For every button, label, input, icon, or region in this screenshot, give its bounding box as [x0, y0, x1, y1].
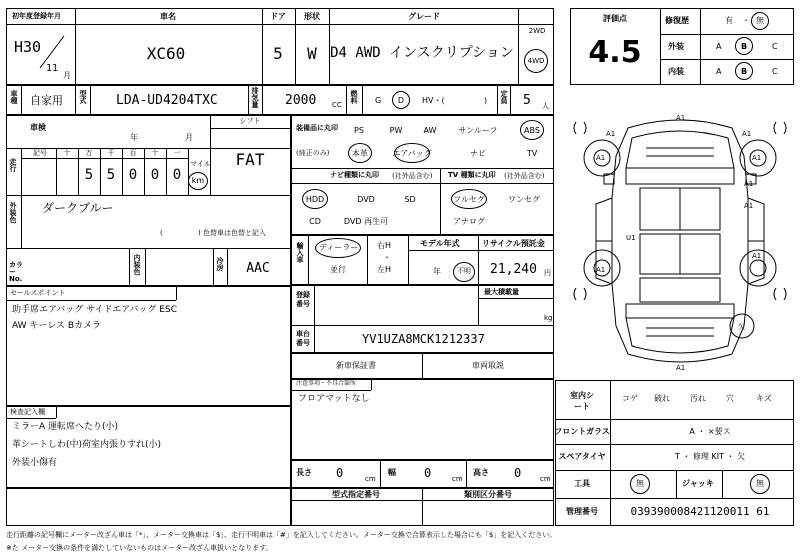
displacement-label: 排気量	[251, 87, 259, 108]
nav-item: DVD	[357, 195, 375, 204]
a1-label: A1	[606, 130, 616, 138]
shape-label: 形状	[304, 12, 320, 21]
col-divider	[440, 168, 441, 235]
abs-circle	[520, 120, 544, 140]
width-value: 0	[424, 466, 432, 480]
spare-label: スペアタイヤ	[558, 452, 606, 461]
digit-label: 十	[63, 149, 71, 157]
jack-label: ジャッキ	[682, 479, 714, 488]
equipment-item: ABS	[524, 126, 540, 135]
drive-2wd: 2WD	[528, 27, 546, 35]
equipment-item: エアバッグ	[392, 149, 432, 158]
inspector-label: 検査記入欄	[10, 408, 45, 416]
row-divider	[6, 418, 56, 419]
row-divider	[555, 470, 794, 471]
row-divider	[6, 300, 176, 301]
a1-label: A1	[742, 130, 752, 138]
grade-value: D4 AWD インスクリプション	[330, 45, 514, 61]
digit-divider	[100, 148, 101, 195]
mileage-sign-label: 記号	[33, 149, 47, 157]
col-divider	[700, 8, 701, 85]
tools-label: 工具	[574, 479, 590, 488]
kg-unit: kg	[544, 314, 553, 322]
missing-label: 欠	[738, 323, 745, 331]
tools-value: 無	[636, 479, 644, 488]
exterior-a: A	[716, 42, 722, 51]
col-divider	[262, 85, 263, 115]
row-divider	[210, 128, 291, 129]
digit-label: 千	[107, 149, 115, 157]
height-value: 0	[514, 466, 522, 480]
col-divider	[210, 115, 211, 195]
repair-yes: 有	[725, 16, 733, 25]
shape-value: W	[307, 44, 317, 63]
color-paren: (	[160, 229, 163, 237]
leather-circle	[348, 143, 372, 163]
sales-section	[6, 286, 291, 406]
inspector-line3: 外装小傷有	[12, 458, 58, 468]
car-name-value: XC60	[146, 44, 186, 63]
tv-item: アナログ	[453, 217, 485, 226]
fuel-hv: HV・(	[422, 96, 445, 105]
fullseg-circle	[451, 189, 487, 209]
equipment-item: PW	[389, 126, 403, 135]
tv-label-sub: (社外品含む)	[504, 172, 545, 180]
col-divider	[308, 235, 309, 285]
col-divider	[21, 195, 22, 248]
nav-item: SD	[404, 195, 416, 204]
capacity-label: 定員	[500, 90, 508, 104]
shift-value: FAT	[235, 150, 265, 169]
ac-value: AAC	[246, 261, 270, 276]
a1-label: A1	[744, 202, 754, 210]
shaken-month-unit: 月	[185, 133, 193, 142]
col-divider	[478, 285, 479, 325]
row2	[6, 85, 554, 115]
equipment-item: AW	[423, 126, 437, 135]
ac-label: 冷房	[216, 257, 224, 271]
grade-label: グレード	[408, 12, 440, 21]
chassis-label: 車台番号	[296, 330, 310, 348]
steer-left: 左H	[377, 265, 392, 274]
mileage-digit: 5	[84, 167, 94, 183]
col-divider	[227, 248, 228, 286]
interior-option: 汚れ	[690, 394, 706, 403]
repair-no: 無	[756, 16, 764, 25]
nav-label: ナビ種類に丸印	[330, 171, 379, 179]
notes-label: 注意事項・不具合箇所	[296, 380, 357, 387]
equipment-label: 装備品に丸印	[296, 124, 338, 132]
a1-label: A1	[676, 114, 686, 122]
repair-label: 修復歴	[665, 16, 689, 25]
first-reg-era: H30	[14, 38, 42, 56]
height-unit: cm	[540, 475, 551, 483]
car-diagram	[566, 108, 794, 374]
sales-line2: AW キーレス Bカメラ	[12, 321, 102, 331]
width-unit: cm	[452, 475, 463, 483]
mgmt-label: 管理番号	[566, 507, 598, 516]
digit-divider	[122, 148, 123, 195]
spare-value: T ・ 修理 KIT ・ 欠	[674, 452, 746, 461]
col-divider	[362, 85, 363, 115]
mileage-label: 走行	[9, 158, 17, 172]
col-divider	[371, 379, 372, 390]
recycle-unit: 円	[544, 269, 551, 277]
sales-line1: 助手席エアバッグ サイドエアバッグ ESC	[12, 305, 177, 315]
footer-line2: ※た メーター交換の条件を満たしていないものはメーター改ざん車扱いとなります。	[6, 544, 273, 552]
row-divider	[21, 158, 189, 159]
col-divider	[497, 85, 498, 115]
col-divider	[380, 460, 381, 488]
row-divider	[6, 195, 291, 196]
mileage-digit: 0	[172, 167, 182, 183]
shift-label: シフト	[239, 117, 261, 125]
col-divider	[21, 85, 22, 115]
color-no-label: カラーNo.	[9, 261, 23, 283]
glass-value: A ・ ×要ス	[689, 427, 731, 436]
row-divider	[555, 498, 794, 499]
digit-divider	[56, 148, 57, 195]
interior-c: C	[772, 67, 778, 76]
col-divider	[314, 285, 315, 353]
col-divider	[422, 353, 423, 379]
interior-b: B	[740, 67, 748, 76]
cc-unit: CC	[332, 101, 342, 109]
row-divider	[478, 298, 554, 299]
door-label: ドア	[270, 12, 286, 21]
first-reg-month-unit: 月	[63, 71, 71, 80]
nav-label-sub: (社外品含む)	[392, 172, 433, 180]
col-divider	[145, 248, 146, 286]
a1-label: A1	[744, 180, 754, 188]
equipment-item: ナビ	[470, 149, 486, 158]
hdd-circle	[302, 189, 328, 209]
dealer: ディーラー	[319, 243, 359, 252]
row-divider	[291, 183, 554, 184]
col-divider	[478, 235, 479, 285]
a1-label: A1	[676, 364, 686, 372]
int-color-label: 内装色	[133, 254, 141, 275]
exterior-b: B	[740, 42, 748, 51]
col-divider	[21, 148, 22, 195]
model-label: 型式	[79, 90, 87, 104]
score-label: 評価点	[603, 14, 627, 23]
col-divider	[75, 8, 76, 85]
col-divider	[295, 8, 296, 85]
interior-option: コゲ	[622, 394, 638, 403]
a1-label: A1	[596, 266, 606, 274]
row-divider	[555, 419, 794, 420]
col-divider	[90, 85, 91, 115]
doors-value: 5	[273, 44, 283, 63]
interior-seat-label: 室内シート	[570, 391, 594, 412]
mileage-digit: 5	[106, 167, 116, 183]
inspector-line2: 革シートしわ(中)荷室内張りすれ(小)	[12, 440, 162, 450]
import-label: 輸入車	[296, 242, 304, 263]
chassis-value: YV1UZA8MCK1212337	[362, 332, 485, 346]
length-label: 長さ	[296, 468, 312, 477]
interior-a: A	[716, 67, 722, 76]
a1-label: A1	[596, 154, 606, 162]
glass-label: フロントガラス	[554, 427, 610, 436]
manual: 車両取説	[472, 361, 504, 370]
col-divider	[518, 8, 519, 85]
a1-label: A1	[752, 252, 762, 260]
first-reg-label: 初年度登録年月	[12, 12, 61, 20]
notes-line1: フロアマットなし	[298, 394, 370, 404]
col-divider	[367, 235, 368, 285]
max-load-label: 最大積載量	[484, 288, 519, 296]
col-divider	[660, 8, 661, 85]
sales-label: セールスポイント	[10, 289, 66, 297]
equipment-item: サンルーフ	[458, 126, 498, 135]
drive-4wd: 4WD	[527, 57, 545, 65]
color-note: ) 色替車は色替と記入	[198, 229, 266, 237]
first-reg-month: 11	[46, 63, 59, 74]
row-divider	[6, 248, 291, 249]
interior-option: キズ	[756, 394, 772, 403]
tv-item: フルセグ	[453, 195, 485, 204]
score-value: 4.5	[588, 35, 642, 70]
interior-option: 破れ	[654, 394, 670, 403]
airbag-circle	[394, 143, 430, 163]
col-divider	[422, 488, 423, 526]
digit-divider	[166, 148, 167, 195]
jack-value: 無	[756, 479, 764, 488]
col-divider	[262, 8, 263, 85]
interior-label: 内装	[668, 67, 684, 76]
model-year-unit: 年	[433, 267, 441, 276]
tv-label: TV 種類に丸印	[448, 171, 496, 179]
footer-line1: 走行距離の記号欄にメーター改ざん車は「*」、メーター交換車は「$」、走行不明車は「#」を記入してください。メーター交換で合算表示した場合にも「$」を記入ください。	[6, 531, 557, 539]
usage-value: 自家用	[30, 94, 63, 107]
nav-item: CD	[309, 217, 321, 226]
mgmt-value: 039390008421120011 61	[630, 505, 770, 518]
digit-label: 万	[85, 149, 93, 157]
repair-dot: ・	[742, 16, 750, 25]
row-divider	[291, 325, 554, 326]
col-divider	[176, 286, 177, 300]
tv-item: ワンセグ	[508, 195, 540, 204]
digit-divider	[78, 148, 79, 195]
capacity-value: 5	[523, 93, 531, 108]
col-divider	[346, 85, 347, 115]
equipment-item: TV	[526, 149, 538, 158]
steer-right: 右H	[377, 241, 392, 250]
row-divider	[6, 148, 291, 149]
fuel-label: 燃料	[350, 90, 358, 104]
equipment-item: PS	[354, 126, 364, 135]
model-value: LDA-UD4204TXC	[116, 93, 218, 108]
blank-bottom	[6, 488, 291, 526]
class-label: 類別区分番号	[464, 490, 512, 499]
length-unit: cm	[365, 475, 376, 483]
recycle-label: リサイクル預託金	[482, 239, 545, 248]
col-divider	[466, 460, 467, 488]
notes-section	[291, 379, 554, 460]
steer-dot: ・	[383, 253, 391, 262]
height-label: 高さ	[473, 468, 489, 477]
col-divider	[408, 235, 409, 285]
mile-label: マイル	[190, 160, 211, 168]
a1-label: A1	[752, 154, 762, 162]
col-divider	[129, 248, 130, 286]
fuel-close: )	[484, 96, 488, 105]
fuel-d: D	[397, 96, 405, 105]
car-name-label: 車名	[160, 12, 176, 21]
exterior-label: 外装	[668, 42, 684, 51]
capacity-unit: 人	[542, 102, 549, 110]
reg-no-label: 登録番号	[296, 291, 310, 309]
mileage-digit: 0	[128, 167, 138, 183]
row-divider	[555, 444, 794, 445]
col-divider	[56, 406, 57, 418]
usage-label: 車種	[10, 90, 18, 104]
row-divider	[408, 250, 554, 251]
header-divider	[6, 24, 554, 25]
shaken-label: 車検	[30, 123, 46, 132]
row-divider	[660, 59, 794, 60]
digit-divider	[144, 148, 145, 195]
col-divider	[722, 470, 723, 498]
nav-item: DVD 再生可	[343, 217, 389, 226]
row-divider	[291, 390, 371, 391]
parallel: 並行	[330, 265, 346, 274]
col-divider	[213, 248, 214, 286]
displacement-value: 2000	[285, 93, 317, 108]
col-divider	[610, 380, 611, 526]
row-divider	[291, 500, 554, 501]
recycle-value: 21,240	[490, 262, 537, 277]
type-label: 型式指定番号	[332, 490, 380, 499]
inspector-line1: ミラーA 運転席へたり(小)	[12, 422, 119, 432]
model-year-label: モデル年式	[420, 239, 460, 248]
digit-label: 一	[173, 149, 181, 157]
mileage-digit: 0	[150, 167, 160, 183]
km-label: km	[191, 176, 205, 185]
interior-option: 穴	[726, 394, 734, 403]
length-value: 0	[336, 466, 344, 480]
model-year-unknown: 不明	[457, 267, 471, 275]
fuel-g: G	[375, 96, 382, 105]
u1-label: U1	[626, 234, 636, 242]
col-divider	[75, 85, 76, 115]
col-divider	[248, 85, 249, 115]
row-divider	[291, 168, 554, 169]
digit-label: 十	[151, 149, 159, 157]
warranty: 新車保証書	[336, 361, 376, 370]
digit-label: 百	[129, 149, 137, 157]
color-value: ダークブルー	[42, 201, 114, 215]
digit-divider	[188, 148, 189, 195]
equipment-item: 本革	[352, 149, 368, 158]
equipment-label-sub: (純正のみ)	[296, 149, 330, 157]
col-divider	[510, 85, 511, 115]
nav-item: HDD	[305, 195, 325, 204]
exterior-c: C	[772, 42, 778, 51]
width-label: 幅	[388, 468, 396, 477]
row-divider	[660, 34, 794, 35]
color-label: 外装色	[9, 202, 17, 223]
shaken-year-unit: 年	[130, 133, 138, 142]
col-divider	[676, 470, 677, 498]
